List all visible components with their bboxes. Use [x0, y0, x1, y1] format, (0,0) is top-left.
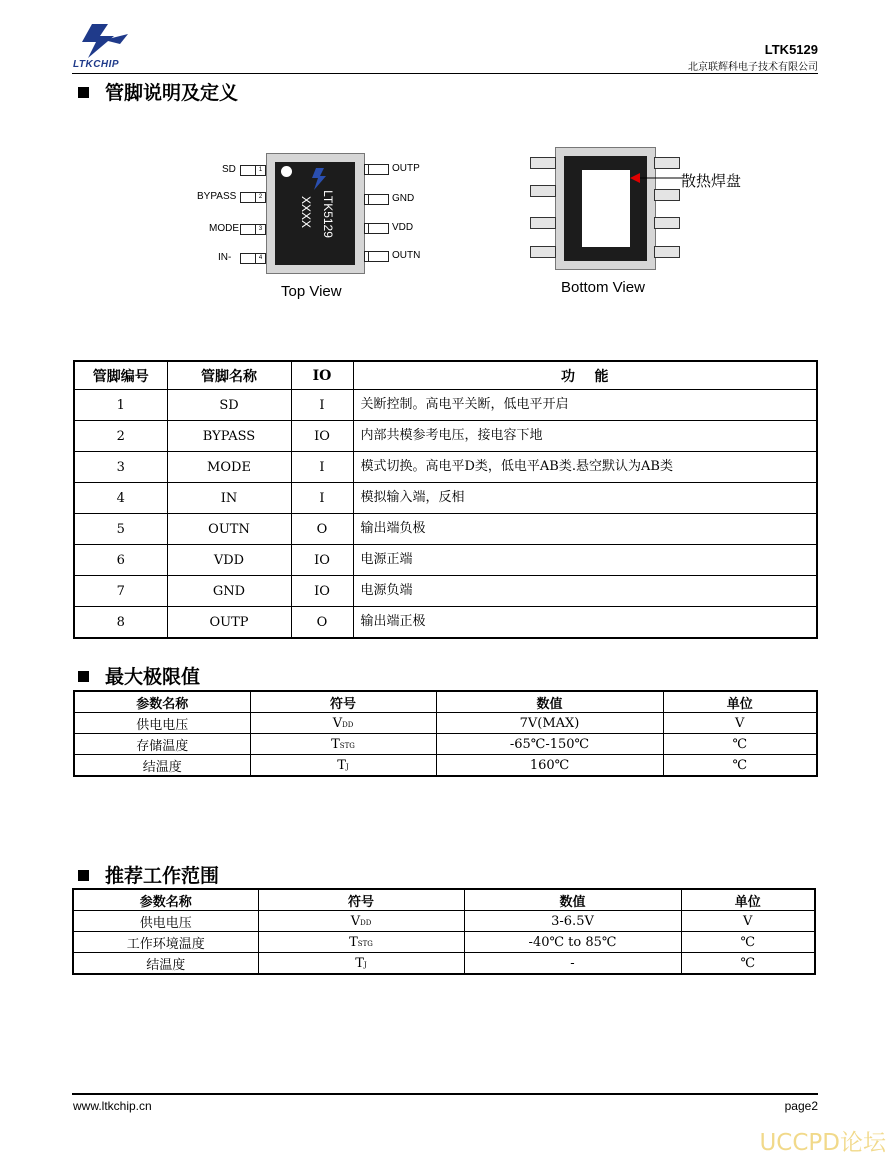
- pin1-dot-icon: [281, 166, 292, 177]
- table-cell: 存储温度: [74, 734, 250, 755]
- table-header-cell: 参数名称: [74, 691, 250, 713]
- pin-label-gnd: GND: [392, 193, 415, 204]
- bullet-square-icon: [78, 671, 89, 682]
- table-cell: I: [291, 483, 353, 514]
- table-cell: TSTG: [258, 932, 464, 953]
- pin-lead: [368, 223, 389, 234]
- table-cell: -: [464, 953, 681, 975]
- table-cell: 4: [74, 483, 167, 514]
- header-company: 北京联辉科电子技术有限公司: [688, 62, 818, 73]
- bullet-square-icon: [78, 87, 89, 98]
- table-row: [74, 755, 817, 777]
- table-cell: 模拟输入端，反相: [353, 483, 817, 514]
- table-cell: ℃: [663, 755, 817, 777]
- table-cell: O: [291, 514, 353, 545]
- table-row: [74, 607, 817, 639]
- pin-lead: [654, 189, 680, 201]
- table-cell: 工作环境温度: [73, 932, 258, 953]
- table-cell: OUTN: [167, 514, 291, 545]
- table-header-cell: IO: [291, 361, 353, 390]
- pin-label-outn: OUTN: [392, 250, 421, 261]
- table-row: [74, 483, 817, 514]
- table-header-cell: 数值: [436, 691, 663, 713]
- table-cell: 5: [74, 514, 167, 545]
- table-cell: MODE: [167, 452, 291, 483]
- footer-website-link[interactable]: www.ltkchip.cn: [73, 1099, 152, 1113]
- pin-lead: [530, 157, 556, 169]
- table-cell: 1: [74, 390, 167, 421]
- chip-body: [266, 153, 365, 274]
- table-cell: 2: [74, 421, 167, 452]
- table-cell: VDD: [250, 713, 436, 734]
- table-row: [73, 932, 815, 953]
- pin-lead: [530, 246, 556, 258]
- table-row: [74, 545, 817, 576]
- table-cell: 结温度: [74, 755, 250, 777]
- table-header-row: [74, 361, 817, 390]
- chip-part-name: LTK5129: [321, 190, 335, 238]
- table-cell: 输出端负极: [353, 514, 817, 545]
- pin-label-mode: MODE: [209, 223, 239, 234]
- table-cell: 7V(MAX): [436, 713, 663, 734]
- pin-label-outp: OUTP: [392, 163, 420, 174]
- pin-number: 3: [255, 224, 266, 235]
- section-title-recommended: 推荐工作范围: [78, 861, 219, 888]
- table-cell: IO: [291, 421, 353, 452]
- bottom-view-caption: Bottom View: [561, 279, 645, 296]
- table-header-cell: 单位: [681, 889, 815, 911]
- table-cell: IN: [167, 483, 291, 514]
- table-row: [74, 576, 817, 607]
- table-header-cell: 符号: [258, 889, 464, 911]
- table-header-cell: 单位: [663, 691, 817, 713]
- table-cell: GND: [167, 576, 291, 607]
- pin-lead: [368, 251, 389, 262]
- table-cell: TJ: [258, 953, 464, 975]
- pin-lead: [654, 217, 680, 229]
- table-cell: 内部共模参考电压，接电容下地: [353, 421, 817, 452]
- table-cell: V: [681, 911, 815, 932]
- recommended-table: [72, 888, 816, 975]
- table-cell: 6: [74, 545, 167, 576]
- pin-lead: [654, 246, 680, 258]
- table-cell: V: [663, 713, 817, 734]
- table-cell: I: [291, 390, 353, 421]
- table-header-cell: 功 能: [353, 361, 817, 390]
- table-cell: 7: [74, 576, 167, 607]
- abs-max-table: [73, 690, 818, 777]
- table-cell: 关断控制。高电平关断，低电平开启: [353, 390, 817, 421]
- table-header-row: [74, 691, 817, 713]
- watermark: UCCPD论坛: [759, 1130, 886, 1156]
- table-cell: 结温度: [73, 953, 258, 975]
- header-divider: [72, 73, 818, 74]
- table-cell: 模式切换。高电平D类，低电平AB类.悬空默认为AB类: [353, 452, 817, 483]
- table-cell: ℃: [681, 932, 815, 953]
- table-cell: O: [291, 607, 353, 639]
- table-cell: OUTP: [167, 607, 291, 639]
- pin-lead: [654, 157, 680, 169]
- table-row: [74, 390, 817, 421]
- table-cell: SD: [167, 390, 291, 421]
- pin-lead: [530, 217, 556, 229]
- table-cell: VDD: [167, 545, 291, 576]
- table-header-cell: 数值: [464, 889, 681, 911]
- table-cell: I: [291, 452, 353, 483]
- heat-pad-label: 散热焊盘: [681, 173, 742, 190]
- footer-divider: [72, 1093, 818, 1095]
- table-cell: 输出端正极: [353, 607, 817, 639]
- pin-label-bypass: BYPASS: [197, 191, 237, 202]
- pin-number: 2: [255, 192, 266, 203]
- table-header-cell: 符号: [250, 691, 436, 713]
- pin-label-sd: SD: [222, 164, 236, 175]
- section-title-pins: 管脚说明及定义: [78, 78, 238, 105]
- table-row: [74, 452, 817, 483]
- table-row: [74, 713, 817, 734]
- pin-definition-table: [73, 360, 818, 639]
- footer-page-number: page2: [784, 1099, 818, 1113]
- table-header-cell: 参数名称: [73, 889, 258, 911]
- table-row: [73, 911, 815, 932]
- chip-date-code: XXXX: [299, 196, 313, 229]
- pin-lead: [530, 185, 556, 197]
- pin-number: 1: [255, 165, 266, 176]
- table-cell: ℃: [663, 734, 817, 755]
- pin-number: 4: [255, 253, 266, 264]
- pointer-arrow-icon: [628, 172, 684, 184]
- top-view-caption: Top View: [281, 283, 342, 300]
- table-cell: -65℃-150℃: [436, 734, 663, 755]
- header-model: LTK5129: [764, 42, 818, 57]
- table-header-row: [73, 889, 815, 911]
- table-cell: 供电电压: [73, 911, 258, 932]
- pin-lead: [368, 194, 389, 205]
- table-header-cell: 管脚编号: [74, 361, 167, 390]
- pin-lead: [368, 164, 389, 175]
- pin-label-in: IN-: [218, 252, 232, 263]
- table-row: [74, 734, 817, 755]
- table-row: [74, 514, 817, 545]
- section-title-abs-max: 最大极限值: [78, 662, 200, 689]
- table-row: [74, 421, 817, 452]
- table-cell: VDD: [258, 911, 464, 932]
- table-cell: 3-6.5V: [464, 911, 681, 932]
- table-cell: TSTG: [250, 734, 436, 755]
- table-cell: 160℃: [436, 755, 663, 777]
- table-cell: 电源负端: [353, 576, 817, 607]
- table-cell: IO: [291, 576, 353, 607]
- table-cell: ℃: [681, 953, 815, 975]
- bullet-square-icon: [78, 870, 89, 881]
- table-cell: -40℃ to 85℃: [464, 932, 681, 953]
- table-cell: 8: [74, 607, 167, 639]
- pin-label-vdd: VDD: [392, 222, 414, 233]
- table-cell: IO: [291, 545, 353, 576]
- table-cell: BYPASS: [167, 421, 291, 452]
- thermal-pad: [582, 170, 630, 247]
- table-header-cell: 管脚名称: [167, 361, 291, 390]
- table-cell: 供电电压: [74, 713, 250, 734]
- table-cell: TJ: [250, 755, 436, 777]
- table-cell: 3: [74, 452, 167, 483]
- brand-name: LTKCHIP: [73, 59, 120, 70]
- company-logo: [74, 20, 138, 60]
- table-cell: 电源正端: [353, 545, 817, 576]
- table-row: [73, 953, 815, 975]
- bottom-chip-body: [555, 147, 656, 270]
